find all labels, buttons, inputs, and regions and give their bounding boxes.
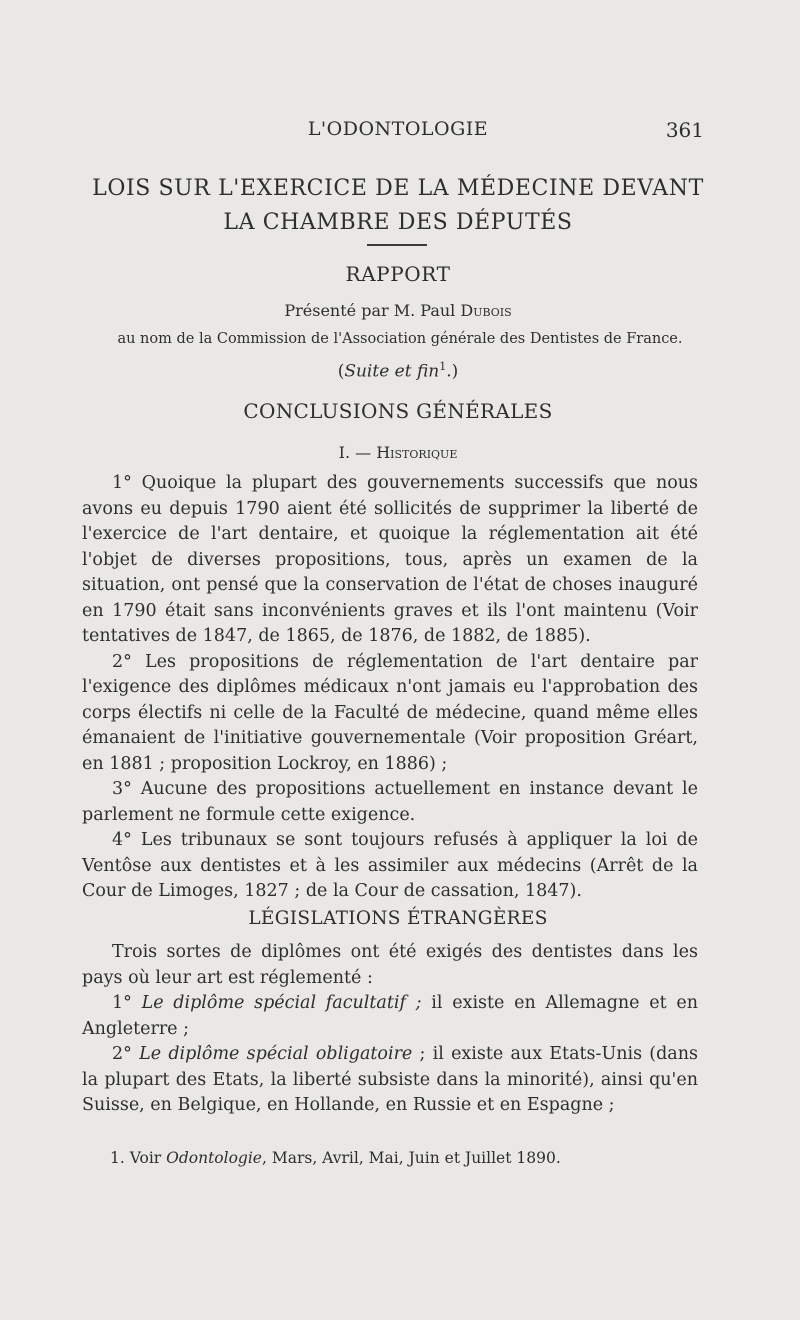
article-title-line-1: LOIS SUR L'EXERCICE DE LA MÉDECINE DEVANT	[92, 176, 704, 201]
footnote-rest: , Mars, Avril, Mai, Juin et Juillet 1890.	[261, 1149, 561, 1167]
author-name: Dubois	[460, 301, 512, 320]
legislations-body	[82, 940, 698, 1119]
page-number: 361	[665, 118, 704, 142]
conclusions-body	[82, 471, 698, 905]
presented-by	[92, 301, 704, 320]
commission-line: au nom de la Commission de l'Association générale des Dentistes de France.	[117, 331, 683, 347]
historique-title: Historique	[376, 443, 458, 462]
footnote-journal: Odontologie	[166, 1149, 262, 1167]
item-1-emphasis: Le diplôme spécial facultatif ;	[141, 993, 422, 1013]
footnote-marker: 1	[439, 360, 447, 373]
suite-et-fin	[92, 360, 704, 382]
footnote	[110, 1149, 710, 1167]
suite-open-paren: (	[337, 361, 345, 382]
item-2-emphasis: Le diplôme spécial obligatoire	[139, 1044, 413, 1064]
running-title: L'ODONTOLOGIE	[307, 118, 489, 140]
footnote-prefix: 1. Voir	[110, 1149, 167, 1167]
legislations-heading: LÉGISLATIONS ÉTRANGÈRES	[248, 908, 548, 929]
legislations-item-1	[82, 991, 698, 1042]
suite-close-paren: .)	[446, 361, 459, 382]
historique-subheading	[92, 443, 704, 462]
item-2-rest: ; il existe aux Etats-Unis (dans la plupart des Etats, la liberté subsiste dans la minorité), ainsi qu'en Suisse, en Belgique, en Hollande, en Russie et en Espagne ;	[82, 1044, 698, 1115]
suite-text: Suite et fin	[344, 361, 440, 382]
conclusion-paragraph-3: 3° Aucune des propositions actuellement en instance devant le parlement ne formule cette exigence.	[82, 779, 698, 825]
historique-number: I. —	[338, 443, 377, 462]
article-title	[92, 172, 704, 240]
conclusion-paragraph-4: 4° Les tribunaux se sont toujours refusés à appliquer la loi de Ventôse aux dentistes et à les assimiler aux médecins (Arrêt de la Cour de Limoges, 1827 ; de la Cour de cassation, 1847).	[82, 830, 698, 901]
conclusion-paragraph-1: 1° Quoique la plupart des gouvernements successifs que nous avons eu depuis 1790 aient été sollicités de supprimer la liberté de l'exercice de l'art dentaire, et quoique la réglementation ait été l'objet de diverses propositions, tous, après un examen de la situation, ont pensé que la conservation de l'état de choses inauguré en 1790 était sans inconvénients graves et ils l'ont maintenu (Voir tentatives de 1847, de 1865, de 1876, de 1882, de 1885).	[82, 473, 698, 646]
item-1-rest: il existe en Allemagne et en Angleterre ;	[82, 993, 698, 1039]
legislations-intro: Trois sortes de diplômes ont été exigés des dentistes dans les pays où leur art est réglementé :	[82, 942, 698, 988]
presented-by-prefix: Présenté par M. Paul	[284, 301, 461, 320]
running-header	[92, 118, 704, 148]
title-divider	[367, 244, 427, 246]
legislations-item-2	[82, 1042, 698, 1119]
conclusion-paragraph-2: 2° Les propositions de réglementation de l'art dentaire par l'exigence des diplômes médicaux n'ont jamais eu l'approbation des corps électifs ni celle de la Faculté de médecine, quand même elles émanaient de l'initiative gouvernementale (Voir proposition Gréart, en 1881 ; proposition Lockroy, en 1886) ;	[82, 651, 698, 774]
item-1-number: 1°	[112, 993, 142, 1013]
article-title-line-2: LA CHAMBRE DES DÉPUTÉS	[223, 210, 573, 235]
rapport-heading: RAPPORT	[345, 262, 451, 286]
conclusions-heading: CONCLUSIONS GÉNÉRALES	[243, 399, 553, 423]
item-2-number: 2°	[112, 1044, 140, 1064]
